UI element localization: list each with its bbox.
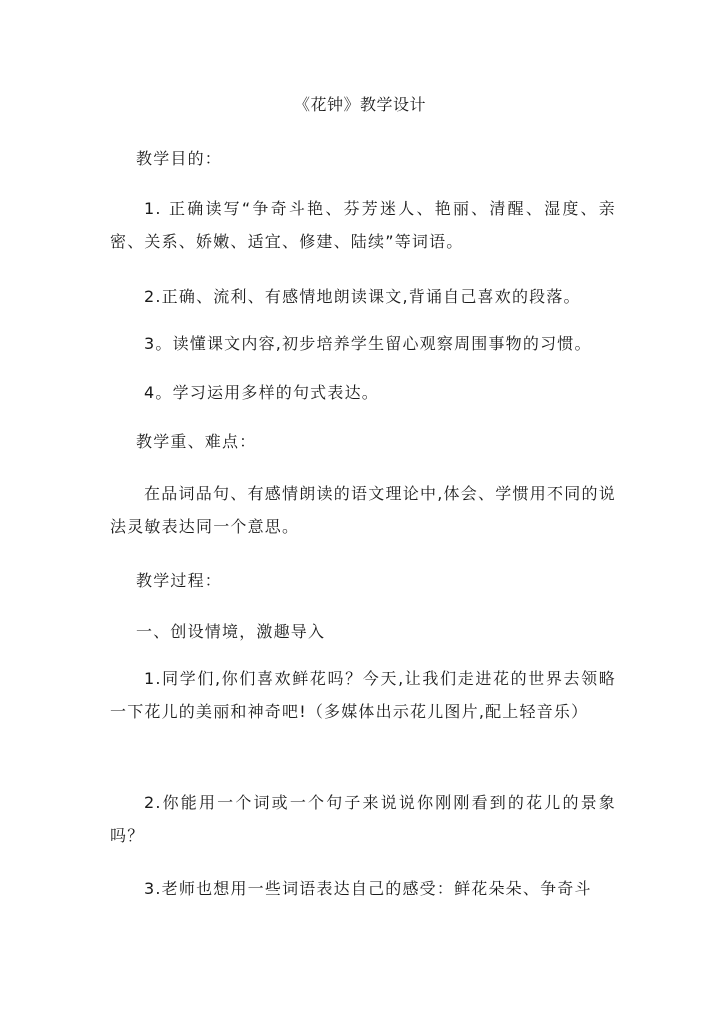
objective-4: 4。学习运用多样的句式表达。	[144, 383, 379, 402]
step-1-item-3: 3.老师也想用一些词语表达自己的感受：鲜花朵朵、争奇斗	[144, 879, 592, 898]
step-1-heading: 一、创设情境，激趣导入	[136, 622, 326, 641]
objective-1: 1. 正确读写“争奇斗艳、芬芳迷人、艳丽、清醒、湿度、亲密、关系、娇嫩、适宜、修建、陆续”等词语。	[110, 199, 616, 251]
objectives-heading: 教学目的：	[136, 149, 223, 168]
key-points-text: 在品词品句、有感情朗读的语文理论中,体会、学惯用不同的说法灵敏表达同一个意思。	[110, 484, 616, 536]
step-1-item-2: 2.你能用一个词或一个句子来说说你刚刚看到的花儿的景象吗？	[110, 793, 616, 845]
key-points-heading: 教学重、难点：	[136, 432, 257, 451]
objective-3: 3。读懂课文内容,初步培养学生留心观察周围事物的习惯。	[144, 334, 592, 353]
document-title: 《花钟》教学设计	[293, 95, 426, 114]
process-heading: 教学过程：	[136, 571, 223, 590]
objective-2: 2.正确、流利、有感情地朗读课文,背诵自己喜欢的段落。	[144, 287, 581, 306]
step-1-item-1: 1.同学们,你们喜欢鲜花吗？今天,让我们走进花的世界去领略一下花儿的美丽和神奇吧!（多媒体出示花儿图片,配上轻音乐）	[110, 669, 616, 721]
